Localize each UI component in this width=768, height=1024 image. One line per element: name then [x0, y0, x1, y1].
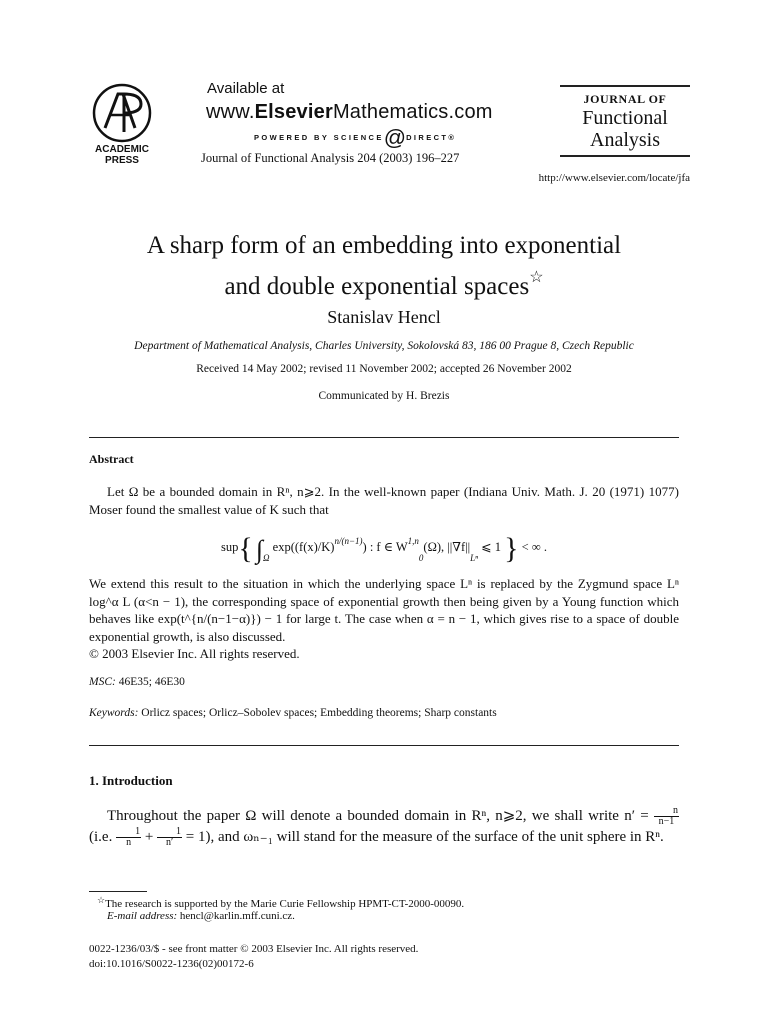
- available-at-label: Available at: [207, 80, 285, 97]
- email-link[interactable]: hencl@karlin.mff.cuni.cz.: [177, 910, 295, 922]
- received-dates: Received 14 May 2002; revised 11 November 2002; accepted 26 November 2002: [196, 363, 572, 375]
- keywords: Keywords: Orlicz spaces; Orlicz–Sobolev spaces; Embedding theorems; Sharp constants: [89, 707, 497, 719]
- publisher-logo: [84, 82, 160, 166]
- at-sign-icon: @: [383, 125, 407, 150]
- footnote-star-icon[interactable]: ☆: [529, 269, 544, 286]
- powered-by-line: POWERED BY SCIENCE@DIRECT®: [254, 125, 457, 150]
- journal-citation: Journal of Functional Analysis 204 (2003) 196–227: [201, 151, 460, 165]
- introduction-paragraph: Throughout the paper Ω will denote a bounded domain in Rⁿ, n⩾2, we shall write n′ = $\frac{n}{n-1} (i.e$. $\frac{1}{n}$ + $\frac{1}{n'} = 1$), and ωₙ₋₁ will stand for the measure of the surface of the unit sphere in Rⁿ.: [89, 805, 678, 848]
- front-matter: 0022-1236/03/$ - see front matter © 2003 Elsevier Inc. All rights reserved. doi:10.1016/S0022-1236(02)00172-6: [89, 943, 419, 970]
- section-heading-introduction: 1. Introduction: [89, 773, 173, 788]
- doi-link[interactable]: doi:10.1016/S0022-1236(02)00172-6: [89, 958, 254, 970]
- abstract-paragraph-1: Let Ω be a bounded domain in Rⁿ, n⩾2. In the well-known paper (Indiana Univ. Math. J. 20 (1971) 1077) Moser found the smallest value of K such that: [89, 484, 679, 517]
- footnote-star-icon: ☆: [97, 895, 106, 905]
- publisher-name: ACADEMIC PRESS: [95, 144, 149, 166]
- footnote-email: E-mail address: hencl@karlin.mff.cuni.cz.: [107, 910, 295, 922]
- footnote-funding: ☆The research is supported by the Marie Curie Fellowship HPMT-CT-2000-00090.: [97, 895, 465, 910]
- article-title: A sharp form of an embedding into exponential and double exponential spaces☆: [146, 232, 622, 300]
- site-link[interactable]: www.ElsevierMathematics.com: [206, 101, 493, 123]
- fraction-1-over-n-prime: $\frac{1}{n'}$: [157, 827, 182, 848]
- journal-url[interactable]: http://www.elsevier.com/locate/jfa: [538, 172, 690, 184]
- moser-formula: sup{ $\int_\Omega$ $\exp((f(x)/K)^{n/(n-1)})$ : f ∈ W$^{1,n}_0$(Ω), $||\nabla f||_{L^n}$ ⩽ 1 } < ∞ .: [221, 532, 547, 565]
- abstract-heading: Abstract: [89, 452, 134, 466]
- abstract-paragraph-2: We extend this result to the situation in which the underlying space Lⁿ is replaced by the Zygmund space Lⁿ log^α L (α<n − 1), the corresponding space of exponential growth then being given by a Young function which behaves like exp(t^{n/(n−1−α)}) − 1 for large t. The case when α = n − 1, which gives rise to a space of double exponential growth, is also discussed. © 2003 Elsevier Inc. All rights reserved.: [89, 576, 679, 661]
- msc-codes: MSC: 46E35; 46E30: [89, 676, 185, 688]
- affiliation: Department of Mathematical Analysis, Charles University, Sokolovská 83, 186 00 Prague 8, Czech Republic: [134, 340, 634, 352]
- academic-press-seal-icon: [91, 82, 153, 144]
- journal-title-box: JOURNAL OF Functional Analysis: [560, 85, 690, 157]
- integral-sign: ∫: [255, 535, 264, 564]
- footnote-rule: [89, 891, 147, 892]
- copyright-line: © 2003 Elsevier Inc. All rights reserved.: [89, 646, 300, 661]
- divider-bottom: [89, 745, 679, 746]
- divider-top: [89, 437, 679, 438]
- author-name: Stanislav Hencl: [327, 307, 441, 327]
- fraction-1-over-n: $\frac{1}{n}$: [116, 827, 141, 848]
- communicated-by: Communicated by H. Brezis: [318, 390, 450, 402]
- fraction-n-over-n-minus-1: $\frac{n}{n-1}$: [654, 806, 679, 827]
